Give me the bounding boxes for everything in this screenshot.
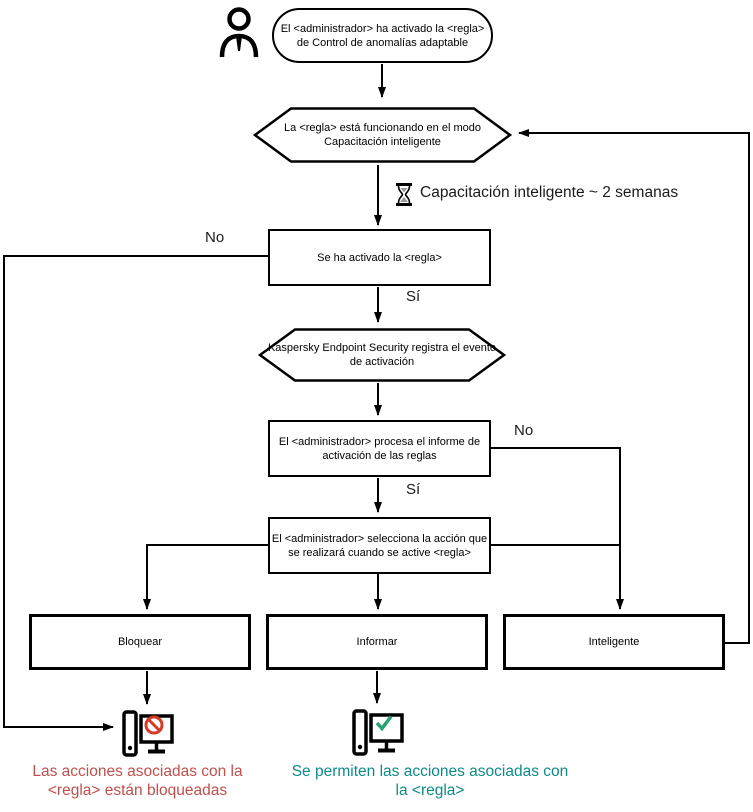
node-admin-processes-line1: El <administrador> procesa el informe de <box>278 435 481 448</box>
edge-selects-to-block <box>147 545 268 609</box>
hourglass-icon <box>395 183 413 206</box>
node-admin-selects <box>268 517 491 574</box>
blocked-computer-icon <box>120 709 174 759</box>
node-rule-triggered-label: Se ha activado la <regla> <box>317 251 442 264</box>
node-mode-line2: Capacitación inteligente <box>324 136 441 148</box>
node-start-line2: de Control de anomalías adaptable <box>296 36 469 49</box>
edge-label-yes-2: Sí <box>406 481 421 498</box>
edge-label-no-2: No <box>514 422 534 439</box>
node-admin-selects-line1: El <administrador> selecciona la acción que <box>271 532 488 545</box>
edge-label-yes-1: Sí <box>406 288 421 305</box>
node-kes-line1: Kaspersky Endpoint Security registra el evento <box>267 342 497 354</box>
node-action-block-label: Bloquear <box>117 636 163 648</box>
node-smart-training-mode <box>253 107 512 163</box>
node-action-smart-label: Inteligente <box>588 636 640 648</box>
caption-allowed <box>284 762 576 800</box>
node-start-line1: El <administrador> ha activado la <regla> <box>280 22 485 35</box>
node-admin-processes-line2: activación de las reglas <box>322 449 437 462</box>
caption-allowed-line1: Se permiten las acciones asociadas con <box>291 763 569 780</box>
node-admin-selects-line2: se realizará cuando se active <regla> <box>288 546 471 559</box>
edge-no-to-smart <box>491 448 620 609</box>
node-action-block <box>29 614 251 670</box>
node-kes-line2: de activación <box>349 356 415 368</box>
node-admin-processes <box>268 420 491 477</box>
node-mode-line1: La <regla> está funcionando en el modo <box>284 122 481 134</box>
node-rule-triggered <box>268 229 491 286</box>
node-action-smart <box>503 614 725 670</box>
administrator-person-icon <box>218 6 260 58</box>
node-kes-registers <box>258 328 506 382</box>
edge-smart-feedback-to-mode <box>519 133 749 643</box>
caption-blocked-line2: <regla> están bloqueadas <box>47 782 228 799</box>
edge-label-no-1: No <box>205 229 225 246</box>
allowed-computer-icon <box>350 708 404 758</box>
node-action-inform-label: Informar <box>356 636 398 648</box>
caption-allowed-line2: la <regla> <box>395 782 465 799</box>
caption-blocked-line1: Las acciones asociadas con la <box>32 763 243 780</box>
training-duration-label: Capacitación inteligente ~ 2 semanas <box>420 184 679 201</box>
node-action-inform <box>266 614 488 670</box>
node-start <box>272 8 493 63</box>
caption-blocked <box>15 762 260 800</box>
